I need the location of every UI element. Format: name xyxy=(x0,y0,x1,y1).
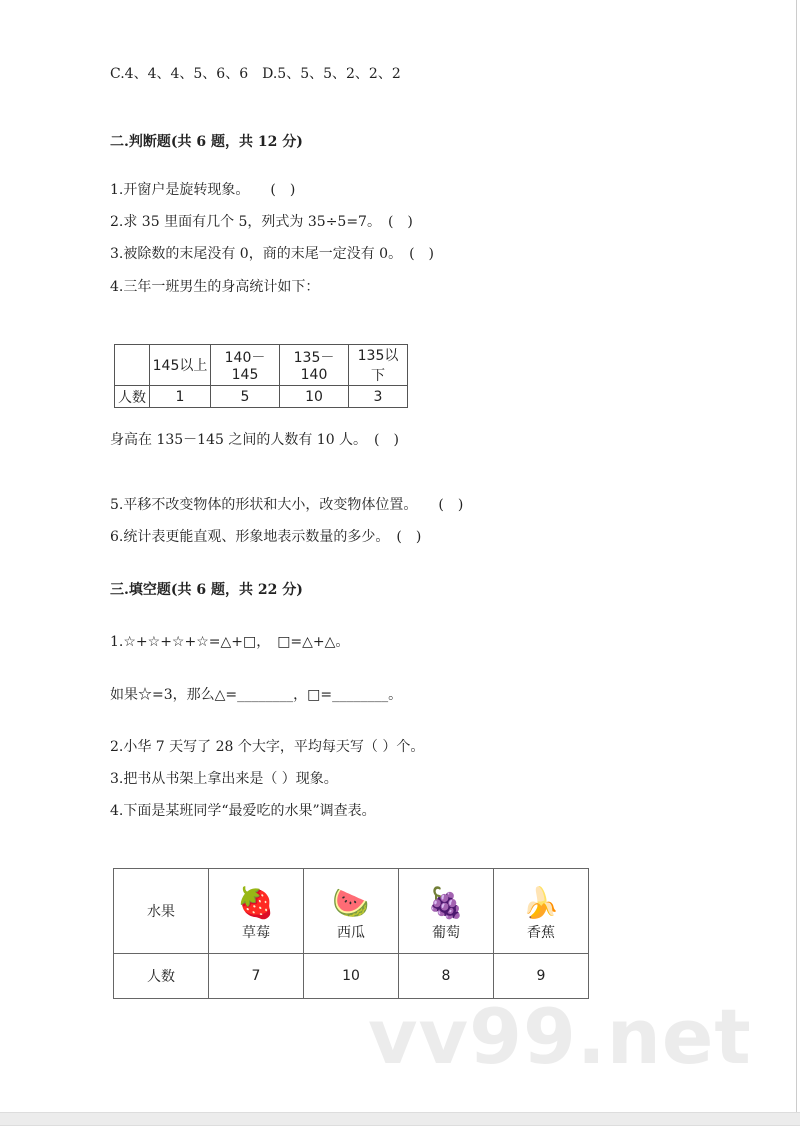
table-header: 135以下 xyxy=(349,345,408,386)
question: 6.统计表更能直观、形象地表示数量的多少。 ( ) xyxy=(110,529,422,545)
table-header: 135－140 xyxy=(280,345,349,386)
table-cell: 9 xyxy=(494,954,589,999)
row-label: 人数 xyxy=(115,386,150,408)
fruit-name: 草莓 xyxy=(242,925,270,941)
table-cell: 8 xyxy=(399,954,494,999)
question: 身高在 135－145 之间的人数有 10 人。 ( ) xyxy=(110,432,399,448)
question: 2.小华 7 天写了 28 个大字，平均每天写（ ）个。 xyxy=(110,739,425,755)
grape-icon: 🍇 xyxy=(427,886,465,921)
question: 4.下面是某班同学“最爱吃的水果”调查表。 xyxy=(110,803,376,819)
question: 3.被除数的末尾没有 0，商的末尾一定没有 0。 ( ) xyxy=(110,246,434,262)
question: 4.三年一班男生的身高统计如下： xyxy=(110,279,320,295)
table-cell: 7 xyxy=(209,954,304,999)
question: 1.开窗户是旋转现象。 ( ) xyxy=(110,182,296,198)
height-table xyxy=(114,344,408,408)
watermelon-icon: 🍉 xyxy=(332,886,370,921)
question: 1.☆+☆+☆+☆=△+□， □=△+△。 xyxy=(110,634,350,650)
options-line: C.4、4、4、5、6、6 D.5、5、5、2、2、2 xyxy=(110,66,401,82)
table-cell: 1 xyxy=(150,386,211,408)
header-label: 水果 xyxy=(114,869,209,954)
fruit-cell xyxy=(494,869,589,954)
table-cell xyxy=(115,345,150,386)
question: 5.平移不改变物体的形状和大小，改变物体位置。 ( ) xyxy=(110,497,464,513)
table-cell: 10 xyxy=(304,954,399,999)
fruit-cell xyxy=(209,869,304,954)
question: 2.求 35 里面有几个 5，列式为 35÷5=7。 ( ) xyxy=(110,214,413,230)
fruit-name: 西瓜 xyxy=(337,925,365,941)
table-cell: 10 xyxy=(280,386,349,408)
fruit-cell xyxy=(304,869,399,954)
row-label: 人数 xyxy=(114,954,209,999)
page-separator xyxy=(0,1112,800,1126)
fruit-table xyxy=(113,868,589,999)
question: 如果☆=3，那么△=________，□=________。 xyxy=(110,687,403,703)
section-2-heading: 二.判断题(共 6 题，共 12 分) xyxy=(110,134,303,150)
question: 3.把书从书架上拿出来是（ ）现象。 xyxy=(110,771,338,787)
table-header: 145以上 xyxy=(150,345,211,386)
table-cell: 3 xyxy=(349,386,408,408)
table-header: 140－145 xyxy=(211,345,280,386)
fruit-cell xyxy=(399,869,494,954)
section-3-heading: 三.填空题(共 6 题，共 22 分) xyxy=(110,582,303,598)
banana-icon: 🍌 xyxy=(522,886,560,921)
table-cell: 5 xyxy=(211,386,280,408)
fruit-name: 葡萄 xyxy=(432,925,460,941)
watermark: vv99.net xyxy=(368,992,752,1081)
strawberry-icon: 🍓 xyxy=(237,886,275,921)
fruit-name: 香蕉 xyxy=(527,925,555,941)
